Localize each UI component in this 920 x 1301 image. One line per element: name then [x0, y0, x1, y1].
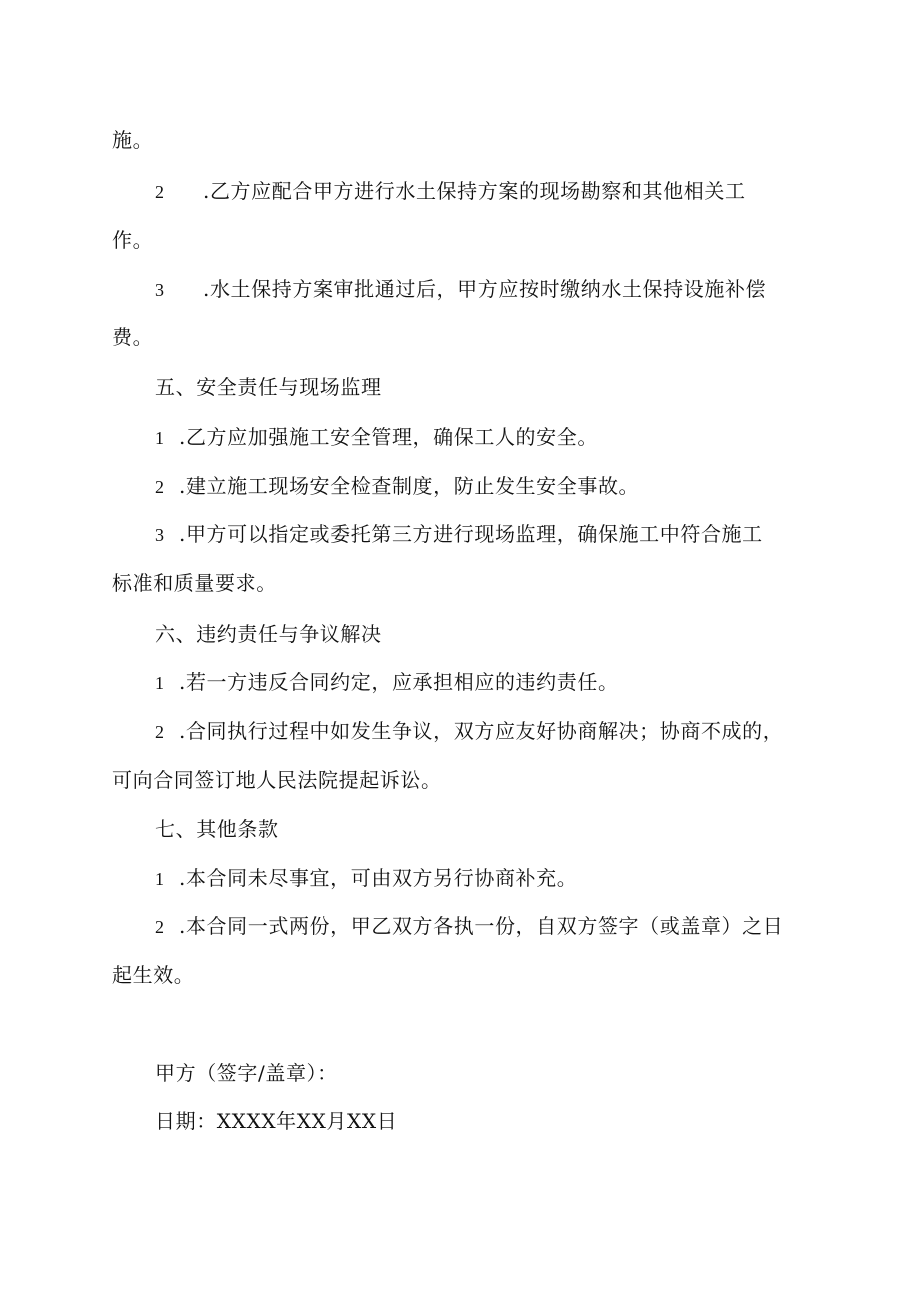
clause-text-continuation: 标准和质量要求。: [112, 571, 277, 595]
section-heading-6: 六、违约责任与争议解决: [155, 622, 382, 646]
clause-number: 2: [155, 917, 164, 937]
clause-text-continuation: 起生效。: [112, 963, 195, 987]
clause-text: .合同执行过程中如发生争议，双方应友好协商解决；协商不成的，: [179, 719, 784, 743]
clause-number: 2: [155, 477, 164, 497]
clause-number: 3: [155, 525, 164, 545]
clause-item-3: [155, 275, 766, 304]
section-heading-5: 五、安全责任与现场监理: [155, 375, 382, 399]
clause-number: 1: [155, 428, 164, 448]
clause-text: .甲方可以指定或委托第三方进行现场监理，确保施工中符合施工: [179, 522, 763, 546]
clause-item-5-2: [155, 472, 639, 501]
clause-item-6-2: [155, 717, 783, 746]
section-heading-7: 七、其他条款: [155, 817, 279, 841]
clause-item-7-2: [155, 912, 783, 941]
clause-text: .乙方应配合甲方进行水土保持方案的现场勘察和其他相关工: [203, 179, 746, 203]
clause-text: .若一方违反合同约定，应承担相应的违约责任。: [179, 670, 619, 694]
clause-number: 1: [155, 673, 164, 693]
clause-text: .建立施工现场安全检查制度，防止发生安全事故。: [179, 474, 640, 498]
paragraph-continuation: 施。: [112, 128, 154, 152]
clause-item-5-1: [155, 423, 598, 452]
clause-text: .乙方应加强施工安全管理，确保工人的安全。: [179, 425, 598, 449]
clause-item-7-1: [155, 864, 577, 893]
clause-text: .水土保持方案审批通过后，甲方应按时缴纳水土保持设施补偿: [203, 277, 767, 301]
clause-number: 2: [155, 182, 164, 202]
clause-text-continuation: 作。: [112, 228, 154, 252]
signature-label: 甲方（签字/盖章）：: [155, 1061, 338, 1085]
clause-item-5-3: [155, 520, 763, 549]
clause-text: .本合同一式两份，甲乙双方各执一份，自双方签字（或盖章）之日: [179, 914, 784, 938]
clause-item-6-1: [155, 668, 619, 697]
clause-number: 3: [155, 280, 164, 300]
clause-text-continuation: 费。: [112, 325, 154, 349]
clause-item-2: [155, 177, 746, 206]
clause-number: 2: [155, 722, 164, 742]
clause-text-continuation: 可向合同签订地人民法院提起诉讼。: [112, 768, 442, 792]
clause-number: 1: [155, 869, 164, 889]
clause-text: .本合同未尽事宜，可由双方另行协商补充。: [179, 866, 578, 890]
date-label: 日期：XXXX年XX月XX日: [155, 1109, 398, 1133]
